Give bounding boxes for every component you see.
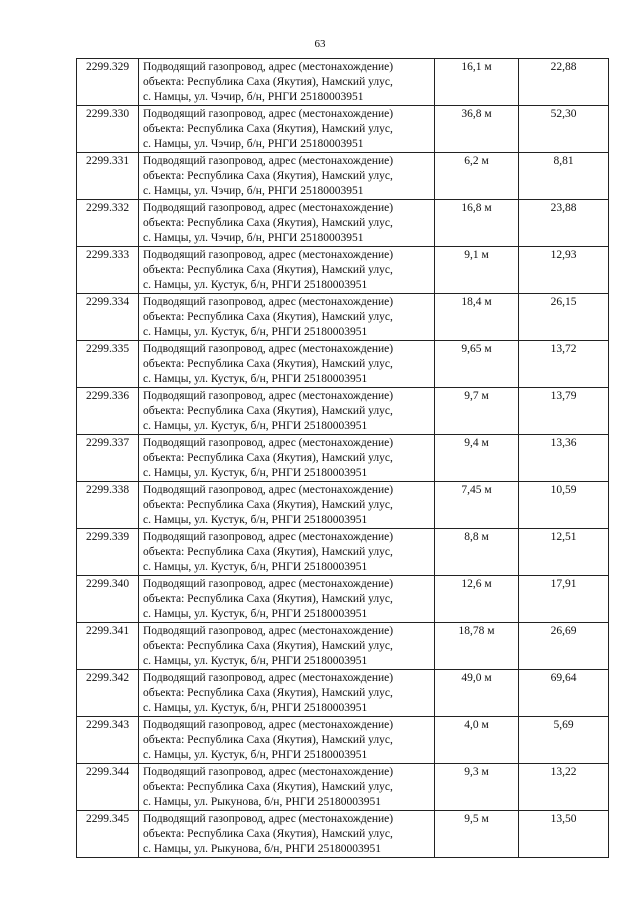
description-line: с. Намцы, ул. Чэчир, б/н, РНГИ 25180003951 [143, 91, 364, 103]
object-description-cell [139, 576, 435, 623]
description-line: объекта: Республика Саха (Якутия), Намский улус, [143, 311, 393, 323]
row-number-cell: 2299.342 [77, 670, 139, 717]
row-number-cell: 2299.343 [77, 717, 139, 764]
table-row [77, 529, 609, 576]
value-cell: 8,81 [519, 153, 609, 200]
description-line: с. Намцы, ул. Кустук, б/н, РНГИ 25180003951 [143, 749, 368, 761]
length-cell: 9,1 м [435, 247, 519, 294]
value-cell: 13,50 [519, 811, 609, 858]
description-line: с. Намцы, ул. Кустук, б/н, РНГИ 25180003951 [143, 561, 368, 573]
value-cell: 26,15 [519, 294, 609, 341]
value-cell: 23,88 [519, 200, 609, 247]
description-line: Подводящий газопровод, адрес (местонахождение) [143, 202, 394, 214]
description-line: Подводящий газопровод, адрес (местонахождение) [143, 719, 394, 731]
description-line: Подводящий газопровод, адрес (местонахождение) [143, 437, 394, 449]
value-cell: 69,64 [519, 670, 609, 717]
description-line: объекта: Республика Саха (Якутия), Намский улус, [143, 640, 393, 652]
description-line: Подводящий газопровод, адрес (местонахождение) [143, 108, 394, 120]
description-line: с. Намцы, ул. Рыкунова, б/н, РНГИ 25180003951 [143, 843, 381, 855]
description-line: Подводящий газопровод, адрес (местонахождение) [143, 296, 394, 308]
value-cell: 10,59 [519, 482, 609, 529]
row-number-cell: 2299.341 [77, 623, 139, 670]
row-number-cell: 2299.337 [77, 435, 139, 482]
description-line: Подводящий газопровод, адрес (местонахождение) [143, 61, 394, 73]
row-number-cell: 2299.334 [77, 294, 139, 341]
description-line: объекта: Республика Саха (Якутия), Намский улус, [143, 687, 393, 699]
length-cell: 9,5 м [435, 811, 519, 858]
table-row [77, 388, 609, 435]
table-row [77, 153, 609, 200]
value-cell: 52,30 [519, 106, 609, 153]
value-cell: 12,93 [519, 247, 609, 294]
row-number-cell: 2299.339 [77, 529, 139, 576]
object-description-cell [139, 623, 435, 670]
description-line: объекта: Республика Саха (Якутия), Намский улус, [143, 828, 393, 840]
description-line: с. Намцы, ул. Кустук, б/н, РНГИ 25180003951 [143, 702, 368, 714]
object-description-cell [139, 717, 435, 764]
length-cell: 16,1 м [435, 59, 519, 106]
description-line: Подводящий газопровод, адрес (местонахождение) [143, 155, 394, 167]
value-cell: 26,69 [519, 623, 609, 670]
length-cell: 9,65 м [435, 341, 519, 388]
description-line: Подводящий газопровод, адрес (местонахождение) [143, 813, 394, 825]
table-row [77, 341, 609, 388]
object-description-cell [139, 294, 435, 341]
description-line: Подводящий газопровод, адрес (местонахождение) [143, 249, 394, 261]
page-number: 63 [314, 38, 326, 50]
description-line: с. Намцы, ул. Кустук, б/н, РНГИ 25180003951 [143, 279, 368, 291]
row-number-cell: 2299.332 [77, 200, 139, 247]
description-line: Подводящий газопровод, адрес (местонахождение) [143, 484, 394, 496]
table-row [77, 811, 609, 858]
length-cell: 18,4 м [435, 294, 519, 341]
description-line: Подводящий газопровод, адрес (местонахождение) [143, 578, 394, 590]
description-line: объекта: Республика Саха (Якутия), Намский улус, [143, 452, 393, 464]
value-cell: 13,22 [519, 764, 609, 811]
row-number-cell: 2299.336 [77, 388, 139, 435]
length-cell: 12,6 м [435, 576, 519, 623]
description-line: с. Намцы, ул. Кустук, б/н, РНГИ 25180003951 [143, 420, 368, 432]
row-number-cell: 2299.338 [77, 482, 139, 529]
object-description-cell [139, 341, 435, 388]
table-row [77, 294, 609, 341]
object-description-cell [139, 435, 435, 482]
description-line: объекта: Республика Саха (Якутия), Намский улус, [143, 358, 393, 370]
registry-table [76, 58, 609, 858]
value-cell: 5,69 [519, 717, 609, 764]
description-line: с. Намцы, ул. Чэчир, б/н, РНГИ 25180003951 [143, 185, 364, 197]
row-number-cell: 2299.335 [77, 341, 139, 388]
length-cell: 4,0 м [435, 717, 519, 764]
object-description-cell [139, 59, 435, 106]
object-description-cell [139, 811, 435, 858]
table-row [77, 576, 609, 623]
table-row [77, 247, 609, 294]
length-cell: 7,45 м [435, 482, 519, 529]
length-cell: 9,4 м [435, 435, 519, 482]
object-description-cell [139, 153, 435, 200]
length-cell: 49,0 м [435, 670, 519, 717]
description-line: Подводящий газопровод, адрес (местонахождение) [143, 672, 394, 684]
table-row [77, 435, 609, 482]
value-cell: 13,79 [519, 388, 609, 435]
registry-table-body [77, 59, 609, 858]
length-cell: 36,8 м [435, 106, 519, 153]
table-row [77, 764, 609, 811]
table-row [77, 717, 609, 764]
description-line: объекта: Республика Саха (Якутия), Намский улус, [143, 217, 393, 229]
description-line: Подводящий газопровод, адрес (местонахождение) [143, 766, 394, 778]
length-cell: 9,3 м [435, 764, 519, 811]
table-row [77, 670, 609, 717]
description-line: с. Намцы, ул. Кустук, б/н, РНГИ 25180003951 [143, 467, 368, 479]
object-description-cell [139, 670, 435, 717]
length-cell: 16,8 м [435, 200, 519, 247]
row-number-cell: 2299.329 [77, 59, 139, 106]
description-line: Подводящий газопровод, адрес (местонахождение) [143, 343, 394, 355]
object-description-cell [139, 388, 435, 435]
description-line: объекта: Республика Саха (Якутия), Намский улус, [143, 546, 393, 558]
description-line: объекта: Республика Саха (Якутия), Намский улус, [143, 264, 393, 276]
description-line: с. Намцы, ул. Чэчир, б/н, РНГИ 25180003951 [143, 138, 364, 150]
value-cell: 12,51 [519, 529, 609, 576]
description-line: объекта: Республика Саха (Якутия), Намский улус, [143, 499, 393, 511]
description-line: объекта: Республика Саха (Якутия), Намский улус, [143, 76, 393, 88]
length-cell: 6,2 м [435, 153, 519, 200]
object-description-cell [139, 482, 435, 529]
table-row [77, 59, 609, 106]
description-line: с. Намцы, ул. Рыкунова, б/н, РНГИ 25180003951 [143, 796, 381, 808]
description-line: объекта: Республика Саха (Якутия), Намский улус, [143, 405, 393, 417]
value-cell: 17,91 [519, 576, 609, 623]
description-line: с. Намцы, ул. Кустук, б/н, РНГИ 25180003951 [143, 373, 368, 385]
table-row [77, 623, 609, 670]
description-line: с. Намцы, ул. Кустук, б/н, РНГИ 25180003951 [143, 514, 368, 526]
row-number-cell: 2299.345 [77, 811, 139, 858]
description-line: с. Намцы, ул. Чэчир, б/н, РНГИ 25180003951 [143, 232, 364, 244]
row-number-cell: 2299.340 [77, 576, 139, 623]
length-cell: 18,78 м [435, 623, 519, 670]
description-line: с. Намцы, ул. Кустук, б/н, РНГИ 25180003951 [143, 655, 368, 667]
description-line: объекта: Республика Саха (Якутия), Намский улус, [143, 123, 393, 135]
table-row [77, 200, 609, 247]
value-cell: 22,88 [519, 59, 609, 106]
value-cell: 13,72 [519, 341, 609, 388]
description-line: объекта: Республика Саха (Якутия), Намский улус, [143, 170, 393, 182]
object-description-cell [139, 106, 435, 153]
table-row [77, 482, 609, 529]
description-line: объекта: Республика Саха (Якутия), Намский улус, [143, 781, 393, 793]
description-line: с. Намцы, ул. Кустук, б/н, РНГИ 25180003951 [143, 326, 368, 338]
table-row [77, 106, 609, 153]
row-number-cell: 2299.331 [77, 153, 139, 200]
row-number-cell: 2299.330 [77, 106, 139, 153]
row-number-cell: 2299.344 [77, 764, 139, 811]
description-line: Подводящий газопровод, адрес (местонахождение) [143, 531, 394, 543]
row-number-cell: 2299.333 [77, 247, 139, 294]
object-description-cell [139, 200, 435, 247]
length-cell: 9,7 м [435, 388, 519, 435]
description-line: объекта: Республика Саха (Якутия), Намский улус, [143, 734, 393, 746]
length-cell: 8,8 м [435, 529, 519, 576]
description-line: Подводящий газопровод, адрес (местонахождение) [143, 625, 394, 637]
description-line: с. Намцы, ул. Кустук, б/н, РНГИ 25180003951 [143, 608, 368, 620]
object-description-cell [139, 529, 435, 576]
description-line: объекта: Республика Саха (Якутия), Намский улус, [143, 593, 393, 605]
description-line: Подводящий газопровод, адрес (местонахождение) [143, 390, 394, 402]
object-description-cell [139, 764, 435, 811]
object-description-cell [139, 247, 435, 294]
value-cell: 13,36 [519, 435, 609, 482]
